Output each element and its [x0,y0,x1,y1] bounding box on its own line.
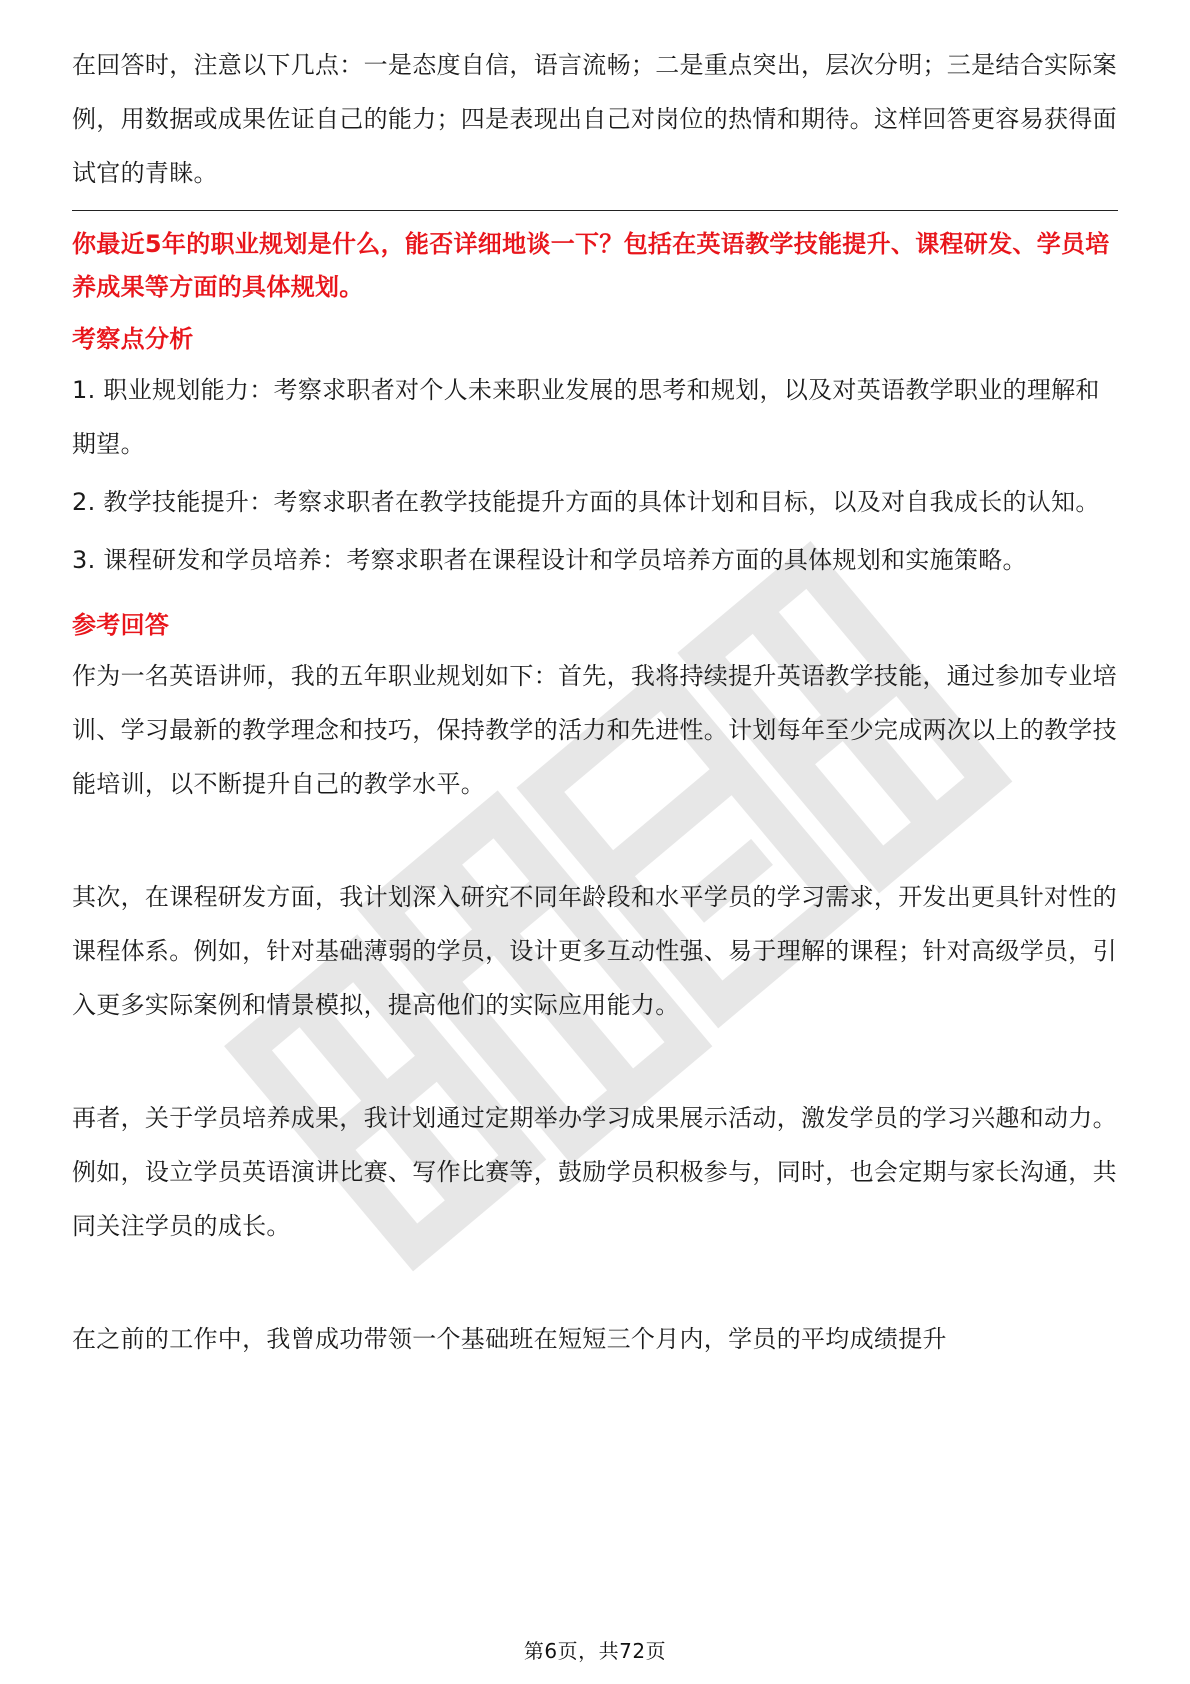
intro-paragraph: 在回答时，注意以下几点：一是态度自信，语言流畅；二是重点突出，层次分明；三是结合实际案例，用数据或成果佐证自己的能力；四是表现出自己对岗位的热情和期待。这样回答更容易获得面试官的青睐。 [72,51,1117,187]
analysis-point: 2. 教学技能提升：考察求职者在教学技能提升方面的具体计划和目标，以及对自我成长的认知。 [72,488,1100,516]
answer-body [72,649,1118,1366]
page-number-footer: 第6页，共72页 [523,1639,667,1663]
analysis-heading: 考察点分析 [72,325,194,353]
answer-paragraph: 再者，关于学员培养成果，我计划通过定期举办学习成果展示活动，激发学员的学习兴趣和动力。例如，设立学员英语演讲比赛、写作比赛等，鼓励学员积极参与，同时，也会定期与家长沟通，共同关注学员的成长。 [72,1104,1117,1240]
analysis-points [72,363,1118,587]
document-page [72,38,1118,1366]
answer-paragraph: 其次，在课程研发方面，我计划深入研究不同年龄段和水平学员的学习需求，开发出更具针对性的课程体系。例如，针对基础薄弱的学员，设计更多互动性强、易于理解的课程；针对高级学员，引入更多实际案例和情景模拟，提高他们的实际应用能力。 [72,883,1117,1019]
answer-paragraph: 在之前的工作中，我曾成功带领一个基础班在短短三个月内，学员的平均成绩提升 [72,1325,947,1353]
answer-heading: 参考回答 [72,611,170,639]
answer-paragraph: 作为一名英语讲师，我的五年职业规划如下：首先，我将持续提升英语教学技能，通过参加专业培训、学习最新的教学理念和技巧，保持教学的活力和先进性。计划每年至少完成两次以上的教学技能培训，以不断提升自己的教学水平。 [72,662,1117,798]
analysis-point: 3. 课程研发和学员培养：考察求职者在课程设计和学员培养方面的具体规划和实施策略。 [72,546,1027,574]
interview-question: 你最近5年的职业规划是什么，能否详细地谈一下？包括在英语教学技能提升、课程研发、学员培养成果等方面的具体规划。 [72,230,1110,301]
section-divider [72,210,1118,211]
analysis-point: 1. 职业规划能力：考察求职者对个人未来职业发展的思考和规划，以及对英语教学职业的理解和期望。 [72,376,1100,458]
